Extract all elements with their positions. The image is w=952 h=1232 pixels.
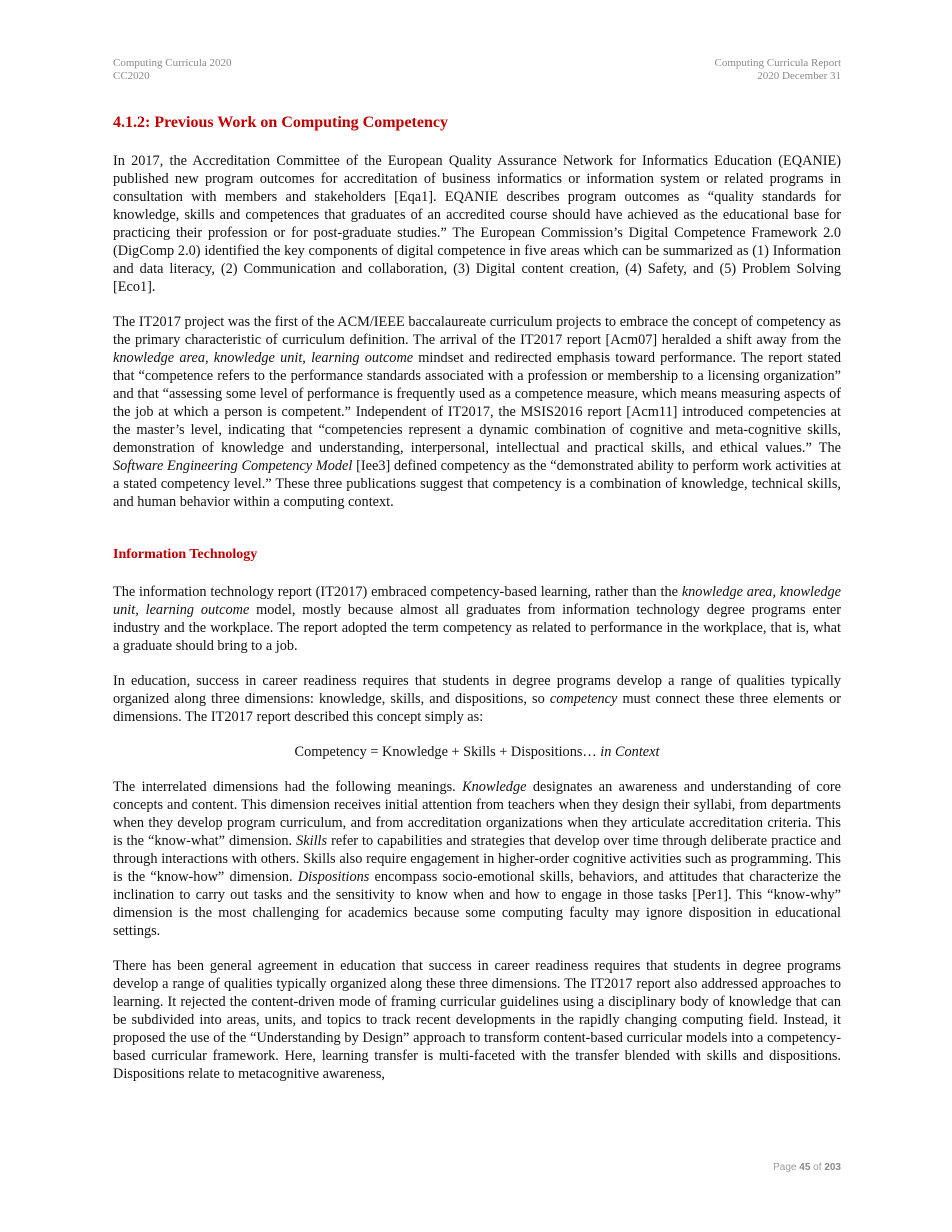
competency-formula <box>113 743 841 761</box>
text-run: The information technology report (IT2017) embraced competency-based learning, rather than the <box>113 584 682 600</box>
header-doc-title: Computing Curricula 2020 <box>113 57 232 69</box>
formula-emphasis: in Context <box>596 744 660 760</box>
emphasis-text: competency <box>549 691 618 707</box>
emphasis-text: Knowledge <box>462 779 527 795</box>
emphasis-text: knowledge area, knowledge unit, learning outcome <box>113 584 841 618</box>
paragraph-it-report <box>113 583 841 655</box>
total-pages: 203 <box>824 1162 841 1173</box>
of-label: of <box>810 1162 825 1173</box>
header-report-title: Computing Curricula Report <box>714 57 841 69</box>
emphasis-text: Dispositions <box>297 869 370 885</box>
text-run: The IT2017 project was the first of the ACM/IEEE baccalaureate curriculum projects to embrace the concept of competency as the primary characteristic of curriculum definition. The arrival of the IT2017 report [Acm07] heralded a shift away from the <box>113 314 841 348</box>
text-run: designates an awareness and understanding of core concepts and content. This dimension receives initial attention from teachers when they design their syllabi, from departments when they develop program curriculum, and from accreditation organizations when they articulate accreditation criteria. This is the “know-what” dimension. <box>113 779 842 849</box>
text-run: In education, success in career readiness requires that students in degree programs develop a range of qualities typically organized along three dimensions: knowledge, skills, and dispositions, so <box>113 673 841 707</box>
emphasis-text: Software Engineering Competency Model <box>113 458 353 474</box>
text-run: encompass socio-emotional skills, behaviors, and attitudes that characterize the inclination to carry out tasks and the sensitivity to know when and how to engage in those tasks [Per1]. This “know-why” dimension is the most challenging for academics because some computing faculty may ignore disposition in educational settings. <box>113 869 841 939</box>
paragraph-career-readiness <box>113 672 841 726</box>
subsection-title: Information Technology <box>113 547 258 562</box>
text-run: The interrelated dimensions had the following meanings. <box>113 779 463 795</box>
header-doc-code: CC2020 <box>113 70 150 82</box>
header-left <box>113 57 232 83</box>
current-page: 45 <box>799 1162 811 1173</box>
text-run: must connect these three elements or dimensions. The IT2017 report described this concept simply as: <box>113 691 841 725</box>
text-run: model, mostly because almost all graduates from information technology degree programs enter industry and the workplace. The report adopted the term competency as related to performance in the workplace, that is, what a graduate should bring to a job. <box>113 602 841 654</box>
text-run: [Iee3] defined competency as the “demonstrated ability to perform work activities at a stated competency level.” These three publications suggest that competency is a combination of knowledge, technical skills, and human behavior within a computing context. <box>113 458 842 510</box>
text-run: mindset and redirected emphasis toward performance. The report stated that “competence refers to the performance standards associated with a profession or membership to a licensing organization” and that “assessing some level of performance is frequently used as a competence measure, which means measuring aspects of the job at which a person is competent.” Independent of IT2017, the MSIS2016 report [Acm11] introduced competencies at the master’s level, indicating that “competencies represent a dynamic combination of cognitive and meta-cognitive skills, demonstration of knowledge and understanding, interpersonal, intellectual and practical skills, and ethical values.” The <box>113 350 841 456</box>
text-run: refer to capabilities and strategies that develop over time through deliberate practice and through interactions with others. Skills also require engagement in higher-order cognitive activities such as programming. This is the “know-how” dimension. <box>113 833 841 885</box>
paragraph-eqanie: In 2017, the Accreditation Committee of the European Quality Assurance Network for Informatics Education (EQANIE) published new program outcomes for accreditation of business informatics or information system or related programs in consultation with members and stakeholders [Eqa1]. EQANIE describes program outcomes as “quality standards for knowledge, skills and competences that graduates of an accredited course should have achieved as the educational base for practicing their profession or for post-graduate studies.” The European Commission’s Digital Competence Framework 2.0 (DigComp 2.0) identified the key components of digital competence in five areas which can be summarized as (1) Information and data literacy, (2) Communication and collaboration, (3) Digital content creation, (4) Safety, and (5) Problem Solving [Eco1]. <box>113 153 841 295</box>
paragraph-general-agreement: There has been general agreement in education that success in career readiness requires that students in degree programs develop a range of qualities typically organized along these three dimensions. The IT2017 report also addressed approaches to learning. It rejected the content-driven mode of framing curricular guidelines using a disciplinary body of knowledge that can be subdivided into areas, units, and topics to track recent developments in the rapidly changing computing field. Instead, it proposed the use of the “Understanding by Design” approach to transform content-based curricular models into a competency-based curricular framework. Here, learning transfer is multi-faceted with the transfer blended with skills and dispositions. Dispositions relate to metacognitive awareness, <box>113 958 841 1082</box>
page-label: Page <box>773 1162 800 1173</box>
header-date: 2020 December 31 <box>757 70 841 82</box>
header-right <box>715 57 841 83</box>
paragraph-it2017-project <box>113 313 841 511</box>
formula-text: Competency = Knowledge + Skills + Dispositions… <box>294 744 597 760</box>
page-body <box>113 113 841 1100</box>
emphasis-text: knowledge area, knowledge unit, learning outcome <box>113 350 414 366</box>
page-number <box>773 1162 841 1173</box>
paragraph-dimensions <box>113 778 841 940</box>
emphasis-text: Skills <box>296 833 328 849</box>
section-title: 4.1.2: Previous Work on Computing Competency <box>113 114 448 131</box>
